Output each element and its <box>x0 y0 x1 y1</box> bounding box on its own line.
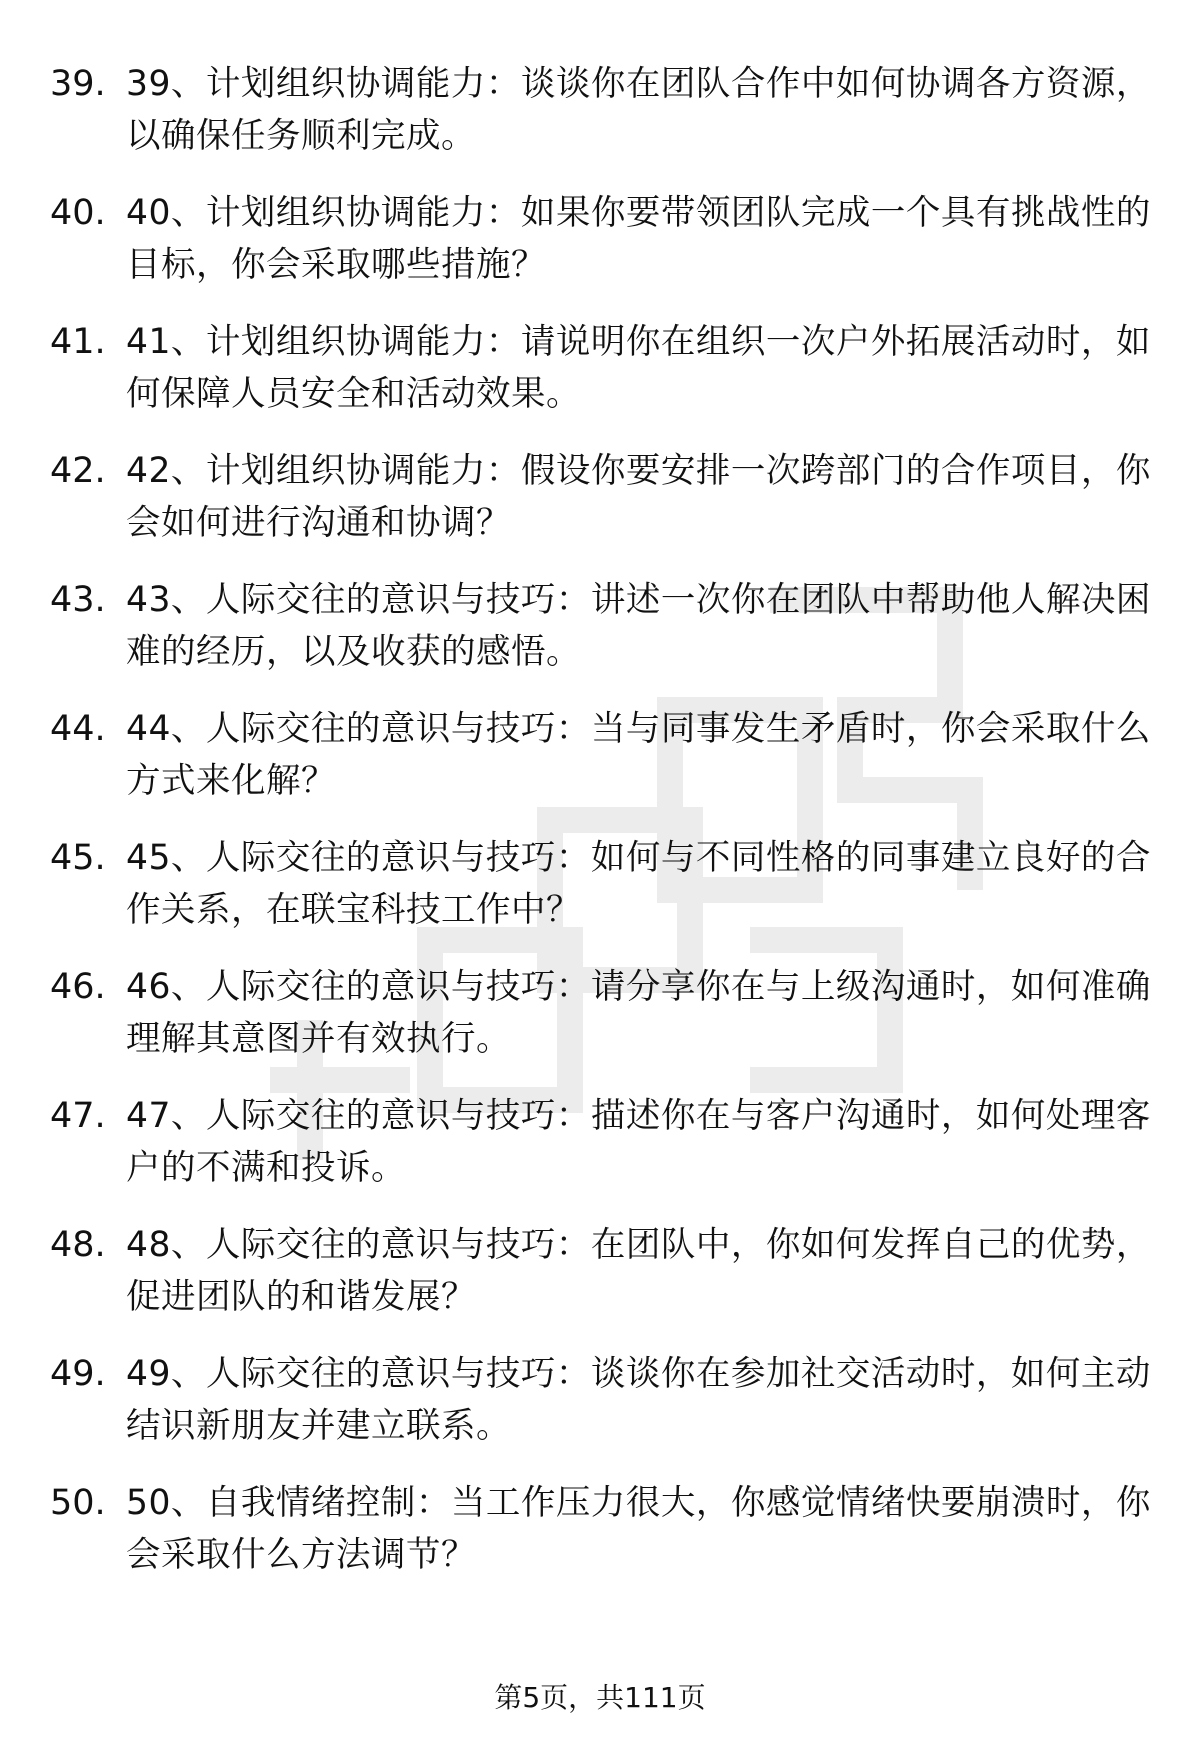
list-item <box>50 316 1160 445</box>
page-number-footer: 第5页，共111页 <box>494 1681 706 1714</box>
list-item <box>50 58 1160 187</box>
item-text: 47、人际交往的意识与技巧：描述你在与客户沟通时，如何处理客户的不满和投诉。 <box>126 1096 1151 1188</box>
item-text: 41、计划组织协调能力：请说明你在组织一次户外拓展活动时，如何保障人员安全和活动效果。 <box>126 322 1151 414</box>
item-number: 41. <box>50 322 106 362</box>
item-number: 50. <box>50 1483 106 1523</box>
item-text: 42、计划组织协调能力：假设你要安排一次跨部门的合作项目，你会如何进行沟通和协调？ <box>126 451 1151 543</box>
item-number: 46. <box>50 967 106 1007</box>
list-item <box>50 1090 1160 1219</box>
item-text: 40、计划组织协调能力：如果你要带领团队完成一个具有挑战性的目标，你会采取哪些措施？ <box>126 193 1151 285</box>
list-item <box>50 1477 1160 1606</box>
list-item <box>50 703 1160 832</box>
item-number: 40. <box>50 193 106 233</box>
item-text: 49、人际交往的意识与技巧：谈谈你在参加社交活动时，如何主动结识新朋友并建立联系。 <box>126 1354 1151 1446</box>
list-item <box>50 187 1160 316</box>
item-number: 43. <box>50 580 106 620</box>
item-number: 48. <box>50 1225 106 1265</box>
item-number: 39. <box>50 64 106 104</box>
item-text: 48、人际交往的意识与技巧：在团队中，你如何发挥自己的优势，促进团队的和谐发展？ <box>126 1225 1151 1317</box>
question-list <box>50 58 1160 1606</box>
item-number: 45. <box>50 838 106 878</box>
item-number: 42. <box>50 451 106 491</box>
list-item <box>50 961 1160 1090</box>
item-number: 47. <box>50 1096 106 1136</box>
list-item <box>50 832 1160 961</box>
list-item <box>50 574 1160 703</box>
item-number: 44. <box>50 709 106 749</box>
item-text: 50、自我情绪控制：当工作压力很大，你感觉情绪快要崩溃时，你会采取什么方法调节？ <box>126 1483 1151 1575</box>
item-text: 46、人际交往的意识与技巧：请分享你在与上级沟通时，如何准确理解其意图并有效执行。 <box>126 967 1151 1059</box>
item-text: 43、人际交往的意识与技巧：讲述一次你在团队中帮助他人解决困难的经历，以及收获的感悟。 <box>126 580 1151 672</box>
item-text: 45、人际交往的意识与技巧：如何与不同性格的同事建立良好的合作关系，在联宝科技工作中？ <box>126 838 1151 930</box>
item-text: 44、人际交往的意识与技巧：当与同事发生矛盾时，你会采取什么方式来化解？ <box>126 709 1151 801</box>
list-item <box>50 445 1160 574</box>
item-number: 49. <box>50 1354 106 1394</box>
item-text: 39、计划组织协调能力：谈谈你在团队合作中如何协调各方资源，以确保任务顺利完成。 <box>126 64 1151 156</box>
list-item <box>50 1348 1160 1477</box>
list-item <box>50 1219 1160 1348</box>
